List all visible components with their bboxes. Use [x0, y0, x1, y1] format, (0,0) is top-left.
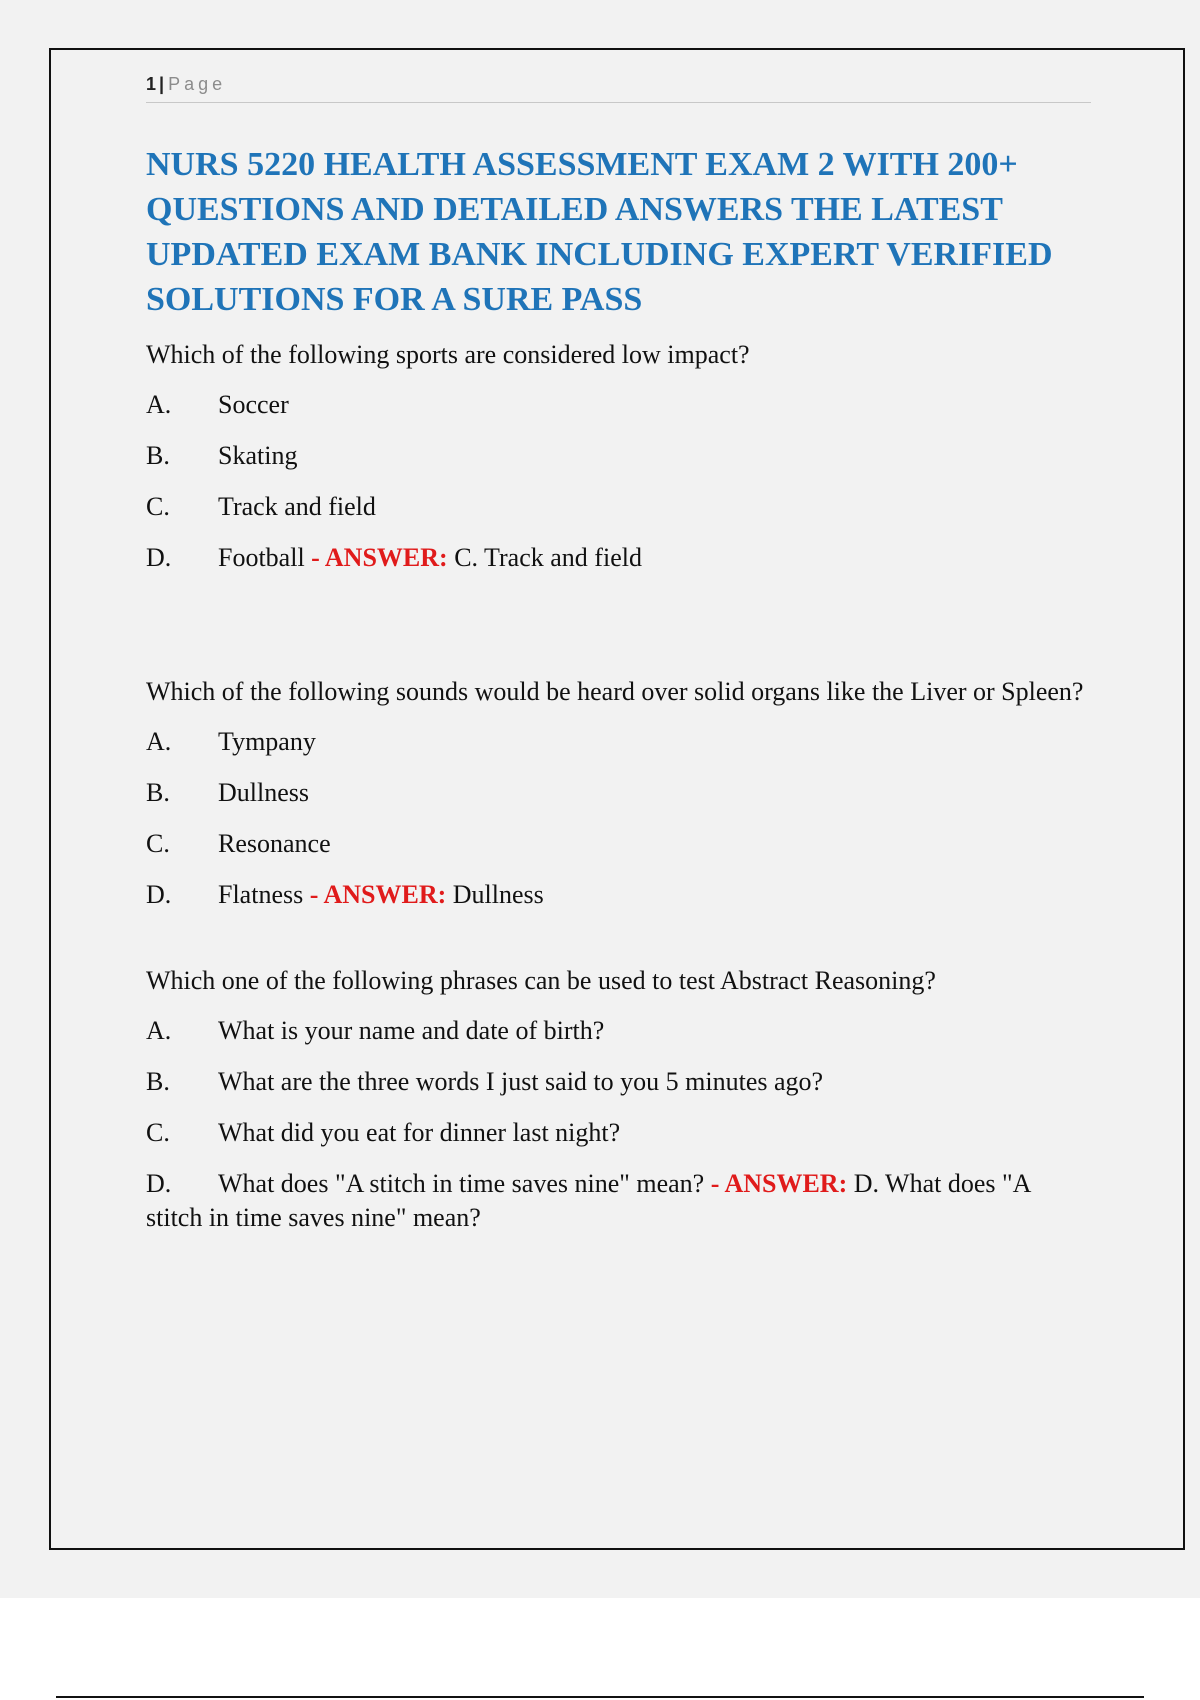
option-letter: C. — [146, 829, 170, 858]
option-d — [146, 541, 1091, 575]
option-letter: B. — [146, 1067, 170, 1096]
answer-label: - ANSWER: — [309, 880, 447, 909]
option-letter: B. — [146, 441, 170, 470]
answer-text: D. What does "A stitch in time saves nine" mean? — [146, 1169, 1030, 1232]
option-text: Flatness — [218, 880, 304, 909]
page-number: 1 — [146, 74, 157, 94]
answer-text: C. Track and field — [454, 543, 642, 572]
option-text: Resonance — [218, 829, 331, 858]
answer-label: - ANSWER: — [311, 543, 448, 572]
option-text: What did you eat for dinner last night? — [218, 1118, 621, 1147]
option-b — [146, 776, 1091, 810]
page-label: Page — [168, 74, 227, 94]
option-text: Track and field — [218, 492, 376, 521]
answer-text: Dullness — [452, 880, 544, 909]
option-letter: D. — [146, 543, 172, 572]
document-body — [146, 142, 1091, 1235]
option-a — [146, 388, 1091, 422]
option-c — [146, 827, 1091, 861]
question-block-1 — [146, 338, 1091, 575]
page-header — [146, 70, 1091, 103]
question-block-2 — [146, 675, 1091, 912]
answer-label: - ANSWER: — [710, 1169, 848, 1198]
option-text: Tympany — [218, 727, 316, 756]
option-c — [146, 1116, 1091, 1150]
question-text: Which one of the following phrases can be used to test Abstract Reasoning? — [146, 966, 936, 995]
option-text: Skating — [218, 441, 298, 470]
option-b — [146, 439, 1091, 473]
document-title: NURS 5220 HEALTH ASSESSMENT EXAM 2 WITH 200+ QUESTIONS AND DETAILED ANSWERS THE LATEST UPDATED EXAM BANK INCLUDING EXPERT VERIFIED SOLUTIONS FOR A SURE PASS — [146, 146, 1053, 318]
option-letter: D. — [146, 880, 172, 909]
header-separator: | — [159, 74, 165, 94]
question-text: Which of the following sports are considered low impact? — [146, 340, 750, 369]
option-letter: A. — [146, 390, 172, 419]
option-text: Football — [218, 543, 305, 572]
option-text: What is your name and date of birth? — [218, 1016, 605, 1045]
option-text: What does "A stitch in time saves nine" mean? — [218, 1169, 705, 1198]
question-text: Which of the following sounds would be heard over solid organs like the Liver or Spleen? — [146, 677, 1084, 706]
option-letter: A. — [146, 1016, 172, 1045]
option-text: Soccer — [218, 390, 289, 419]
option-a — [146, 1014, 1091, 1048]
option-d — [146, 878, 1091, 912]
footer-rule — [56, 1696, 1144, 1698]
option-text: Dullness — [218, 778, 309, 807]
option-c — [146, 490, 1091, 524]
option-letter: C. — [146, 1118, 170, 1147]
option-letter: A. — [146, 727, 172, 756]
option-letter: C. — [146, 492, 170, 521]
option-d — [146, 1167, 1091, 1235]
option-a — [146, 725, 1091, 759]
question-block-3 — [146, 964, 1091, 1235]
option-letter: D. — [146, 1169, 172, 1198]
option-letter: B. — [146, 778, 170, 807]
option-b — [146, 1065, 1091, 1099]
option-text: What are the three words I just said to you 5 minutes ago? — [218, 1067, 824, 1096]
